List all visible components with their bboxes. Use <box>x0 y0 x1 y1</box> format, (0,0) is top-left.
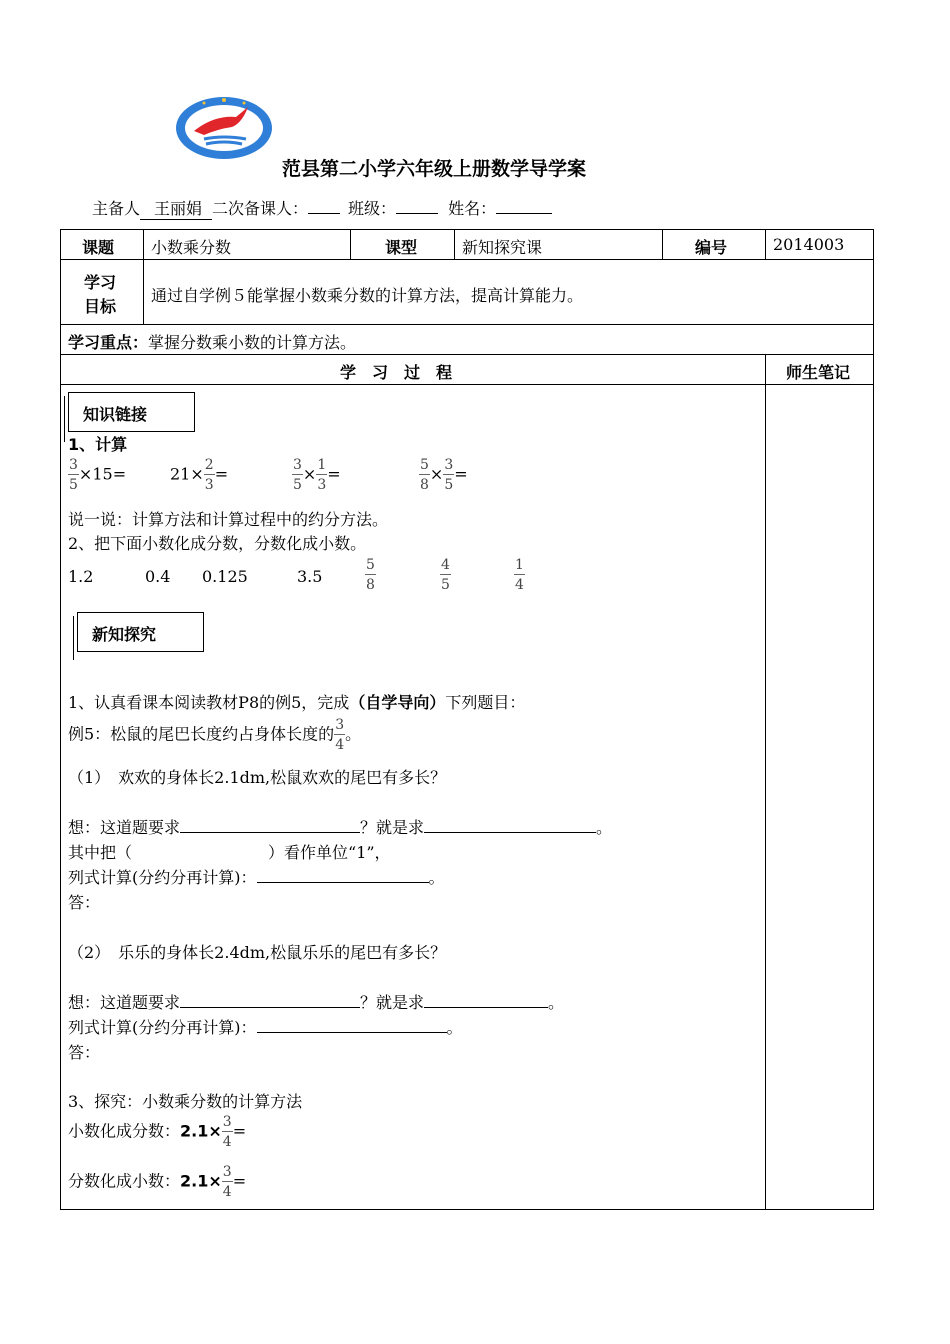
type-label: 课型 <box>385 238 418 257</box>
calc-expr-1: $\frac{3}{5}$ ×15= <box>69 457 127 493</box>
topic-value: 小数乘分数 <box>151 238 232 257</box>
fraction-to-decimal-3 <box>514 558 525 592</box>
new-knowledge-title: 新知探究 <box>92 625 157 644</box>
second-preparer-label: 二次备课人： <box>212 199 309 218</box>
unit-line: 其中把（ ）看作单位“1”， <box>68 843 391 862</box>
class-blank[interactable] <box>396 197 438 214</box>
second-preparer-blank[interactable] <box>308 197 340 214</box>
preparer-label: 主备人 <box>92 199 141 218</box>
decimal-2: 0.4 <box>145 567 171 586</box>
calc-expr-2: 21× $\frac{2}{3}$ = <box>170 457 229 493</box>
preparer-line <box>92 196 552 220</box>
question-2: （2） 乐乐的身体长2.4dm,松鼠乐乐的尾巴有多长？ <box>68 943 447 962</box>
blank[interactable] <box>180 991 360 1008</box>
fraction: $\frac{3}{4}$ <box>222 1164 232 1200</box>
knowledge-link-box <box>68 392 195 432</box>
item1-title: 1、计算 <box>68 435 128 454</box>
fraction: $\frac{2}{3}$ <box>204 457 214 493</box>
say-line: 说一说：计算方法和计算过程中的约分方法。 <box>68 510 389 529</box>
think-line-1: 想：这道题要求 ？就是求 。 <box>68 818 613 837</box>
method-2-line: 分数化成小数：2.1× $\frac{3}{4}$ = <box>68 1164 247 1200</box>
fraction-to-decimal-2 <box>440 558 451 592</box>
name-label: 姓名： <box>448 199 497 218</box>
blank[interactable] <box>257 1016 447 1033</box>
decimal-3: 0.125 <box>202 567 248 586</box>
explore-line: 3、探究：小数乘分数的计算方法 <box>68 1092 303 1111</box>
decimal-1: 1.2 <box>68 567 94 586</box>
notes-header: 师生笔记 <box>786 363 851 382</box>
type-value: 新知探究课 <box>462 238 543 257</box>
instruction-line: 1、认真看课本阅读教材P8的例5，完成（自学导向）下列题目： <box>68 693 526 712</box>
focus-line <box>68 330 356 353</box>
calc-expr-4: $\frac{5}{8}$ × $\frac{3}{5}$ = <box>420 457 468 493</box>
example-line: 例5：松鼠的尾巴长度约占身体长度的 $\frac{3}{4}$ 。 <box>68 717 362 753</box>
process-header: 学 习 过 程 <box>340 363 453 382</box>
question-1: （1） 欢欢的身体长2.1dm,松鼠欢欢的尾巴有多长？ <box>68 768 447 787</box>
preparer-name: 王丽娟 <box>140 196 212 220</box>
calc-expr-3: $\frac{3}{5}$ × $\frac{1}{3}$ = <box>293 457 341 493</box>
fraction: $\frac{5}{8}$ <box>420 457 429 493</box>
fraction: $\frac{5}{8}$ <box>366 557 375 593</box>
item2-title: 2、把下面小数化成分数，分数化成小数。 <box>68 534 367 553</box>
class-label: 班级： <box>348 199 397 218</box>
blank[interactable] <box>257 866 429 883</box>
fraction: $\frac{1}{3}$ <box>317 457 327 493</box>
fraction: $\frac{3}{5}$ <box>293 457 302 493</box>
answer-line-1: 答： <box>68 893 101 912</box>
answer-line-2: 答： <box>68 1043 101 1062</box>
fraction-to-decimal-1 <box>365 558 376 592</box>
blank[interactable] <box>424 991 548 1008</box>
fraction: $\frac{4}{5}$ <box>441 557 450 593</box>
focus-text: 掌握分数乘小数的计算方法。 <box>148 333 357 352</box>
code-value: 2014003 <box>773 235 845 254</box>
fraction: $\frac{3}{5}$ <box>69 457 78 493</box>
code-label: 编号 <box>695 238 728 257</box>
school-logo <box>174 95 274 161</box>
fraction: $\frac{3}{5}$ <box>444 457 454 493</box>
decimal-4: 3.5 <box>297 567 323 586</box>
fraction: $\frac{1}{4}$ <box>515 557 524 593</box>
knowledge-link-title: 知识链接 <box>83 405 148 424</box>
method-1-line: 小数化成分数：2.1× $\frac{3}{4}$ = <box>68 1114 247 1150</box>
calc-line-2: 列式计算(分约分再计算)： 。 <box>68 1018 463 1037</box>
name-blank[interactable] <box>496 197 552 214</box>
goal-label-2: 目标 <box>84 297 117 316</box>
calc-line-1: 列式计算(分约分再计算)： 。 <box>68 868 445 887</box>
topic-label: 课题 <box>82 238 115 257</box>
fraction: $\frac{3}{4}$ <box>335 717 345 753</box>
fraction: $\frac{3}{4}$ <box>222 1114 232 1150</box>
goal-label-1: 学习 <box>84 273 117 292</box>
new-knowledge-box <box>77 612 204 652</box>
blank[interactable] <box>180 816 360 833</box>
focus-label: 学习重点： <box>68 333 149 352</box>
blank[interactable] <box>424 816 596 833</box>
goal-text: 通过自学例５能掌握小数乘分数的计算方法，提高计算能力。 <box>151 286 584 305</box>
page-title: 范县第二小学六年级上册数学导学案 <box>282 158 587 180</box>
think-line-2: 想：这道题要求 ？就是求 。 <box>68 993 565 1012</box>
